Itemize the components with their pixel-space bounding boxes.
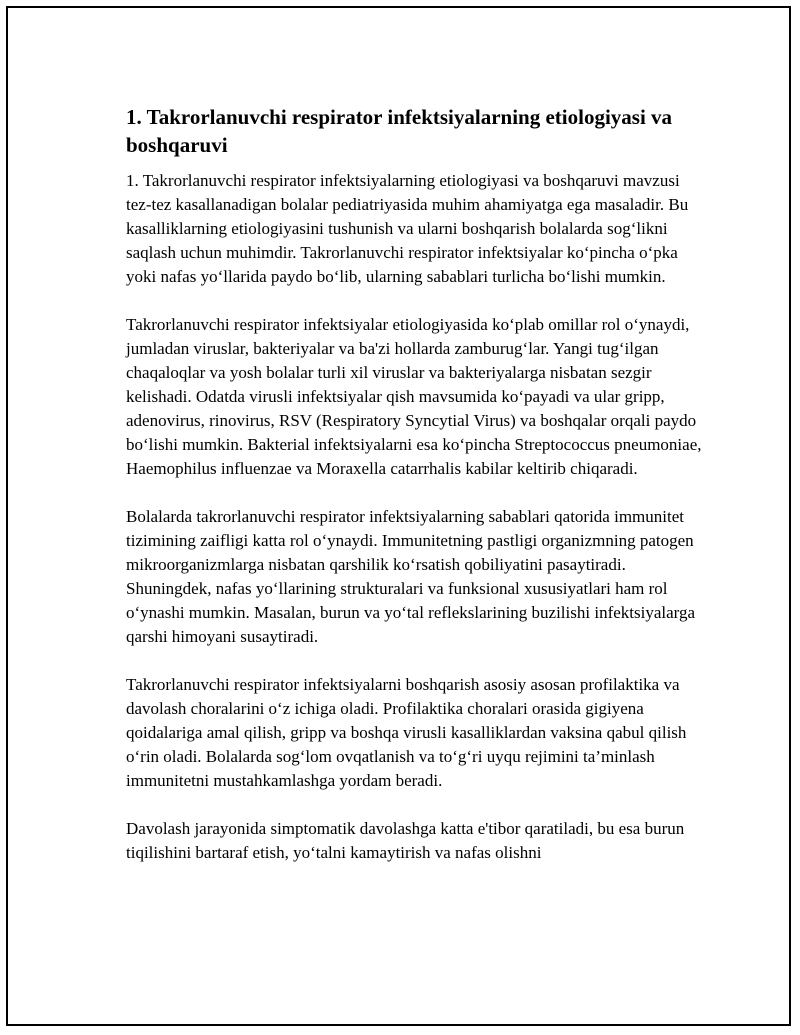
paragraph-3: Bolalarda takrorlanuvchi respirator infektsiyalarning sabablari qatorida immunitet tizimining zaifligi katta rol o‘ynaydi. Immunitetning pastligi organizmning patogen mikroorganizmlarga nisbatan qarshilik ko‘rsatish qobiliyatini pasaytiradi. Shuningdek, nafas yo‘llarining strukturalari va funksional xususiyatlari ham rol o‘ynashi mumkin. Masalan, burun va yo‘tal reflekslarining buzilishi infektsiyalarga qarshi himoyani susaytiradi. [126,507,696,646]
paragraph-5: Davolash jarayonida simptomatik davolashga katta e'tibor qaratiladi, bu esa burun tiqilishini bartaraf etish, yo‘talni kamaytirish va nafas olishni [126,819,685,862]
page-frame [6,6,791,1026]
paragraph-4: Takrorlanuvchi respirator infektsiyalarni boshqarish asosiy asosan profilaktika va davolash choralarini o‘z ichiga oladi. Profilaktika choralari orasida gigiyena qoidalariga amal qilish, gripp va boshqa virusli kasalliklardan vaksina qabul qilish o‘rin oladi. Bolalarda sog‘lom ovqatlanish va to‘g‘ri uyqu rejimini ta’minlash immunitetni mustahkamlashga yordam beradi. [126,675,687,790]
section-heading: 1. Takrorlanuvchi respirator infektsiyalarning etiologiyasi va boshqaruvi [126,105,673,157]
document-body [126,103,706,889]
paragraph-1: 1. Takrorlanuvchi respirator infektsiyalarning etiologiyasi va boshqaruvi mavzusi tez-tez kasallanadigan bolalar pediatriyasida muhim ahamiyatga ega masaladir. Bu kasalliklarning etiologiyasini tushunish va ularni boshqarish bolalarda sog‘likni saqlash uchun muhimdir. Takrorlanuvchi respirator infektsiyalar ko‘pincha o‘pka yoki nafas yo‘llarida paydo bo‘lib, ularning sabablari turlicha bo‘lishi mumkin. [126,171,689,286]
paragraph-2: Takrorlanuvchi respirator infektsiyalar etiologiyasida ko‘plab omillar rol o‘ynaydi, jumladan viruslar, bakteriyalar va ba'zi hollarda zamburug‘lar. Yangi tug‘ilgan chaqaloqlar va yosh bolalar turli xil viruslar va bakteriyalarga nisbatan sezgir kelishadi. Odatda virusli infektsiyalar qish mavsumida ko‘payadi va ular gripp, adenovirus, rinovirus, RSV (Respiratory Syncytial Virus) va boshqalar orqali paydo bo‘lishi mumkin. Bakterial infektsiyalarni esa ko‘pincha Streptococcus pneumoniae, Haemophilus influenzae va Moraxella catarrhalis kabilar keltirib chiqaradi. [126,315,702,478]
